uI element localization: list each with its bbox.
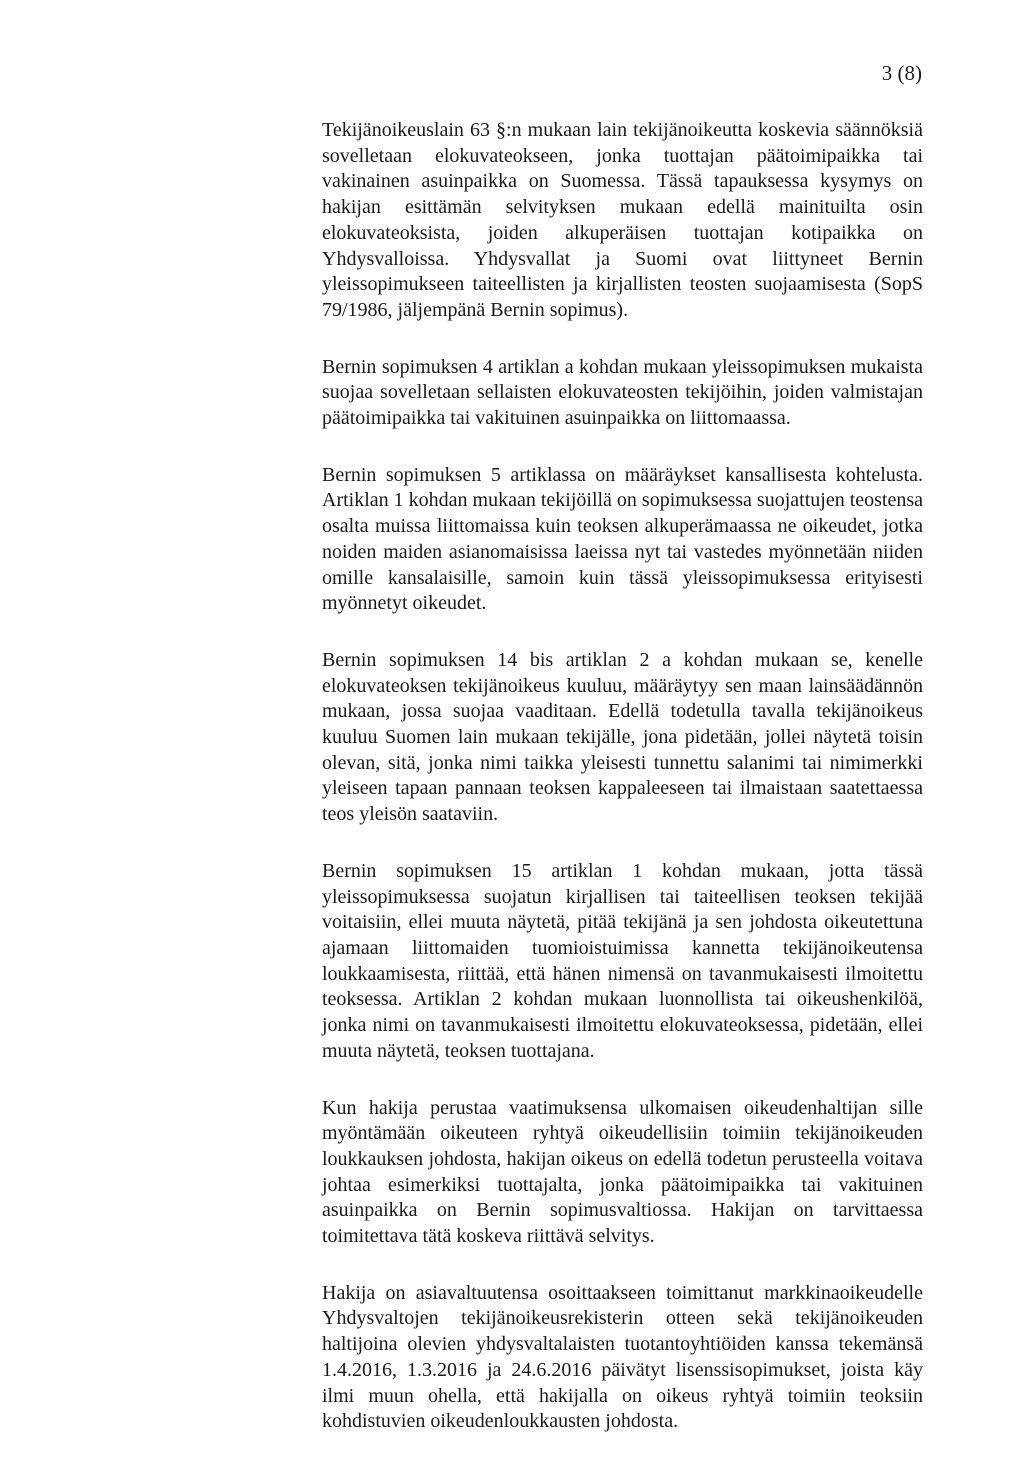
page-number: 3 (8) <box>881 61 922 85</box>
paragraph-berne-article-4: Bernin sopimuksen 4 artiklan a kohdan mukaan yleissopimuksen mukaista suojaa sovelletaan sellaisten elokuvateosten tekijöihin, joiden valmistajan päätoimipaikka tai vakituinen asuinpaikka on liittomaassa. <box>322 355 923 430</box>
paragraph-applicant-claim: Kun hakija perustaa vaatimuksensa ulkomaisen oikeudenhaltijan sille myöntämään oikeuteen ryhtyä oikeudellisiin toimiin tekijänoikeuden loukkauksen johdosta, hakijan oikeus on edellä todetun perusteella voitava johtaa esimerkiksi tuottajalta, jonka päätoimipaikka tai vakituinen asuinpaikka on Bernin sopimusvaltiossa. Hakijan on tarvittaessa toimitettava tätä koskeva riittävä selvitys. <box>322 1096 923 1248</box>
paragraph-berne-article-5: Bernin sopimuksen 5 artiklassa on määräykset kansallisesta kohtelusta. Artiklan 1 kohdan mukaan tekijöillä on sopimuksessa suojattujen teostensa osalta muissa liittomaissa kuin teoksen alkuperämaassa ne oikeudet, jotka noiden maiden asianomaisissa laeissa nyt tai vastedes myönnetään niiden omille kansalaisille, samoin kuin tässä yleissopimuksessa erityisesti myönnetyt oikeudet. <box>322 463 924 615</box>
paragraph-berne-article-15: Bernin sopimuksen 15 artiklan 1 kohdan mukaan, jotta tässä yleissopimuksessa suojatun kirjallisen tai taiteellisen teoksen tekijää voitaisiin, ellei muuta näytetä, pitää tekijänä ja sen johdosta oikeutettuna ajamaan liittomaiden tuomioistuimissa kannetta tekijänoikeutensa loukkaamisesta, riittää, että hänen nimensä on tavanmukaisesti ilmoitettu teoksessa. Artiklan 2 kohdan mukaan luonnollista tai oikeushenkilöä, jonka nimi on tavanmukaisesti ilmoitettu elokuvateoksessa, pidetään, ellei muuta näytetä, teoksen tuottajana. <box>322 859 923 1062</box>
paragraph-copyright-act-63: Tekijänoikeuslain 63 §:n mukaan lain tekijänoikeutta koskevia säännöksiä sovelletaan elokuvateokseen, jonka tuottajan päätoimipaikka tai vakinainen asuinpaikka on Suomessa. Tässä tapauksessa kysymys on hakijan esittämän selvityksen mukaan edellä mainituilta osin elokuvateoksista, joiden alkuperäisen tuottajan kotipaikka on Yhdysvalloissa. Yhdysvallat ja Suomi ovat liittyneet Bernin yleissopimukseen taiteellisten ja kirjallisten teosten suojaamisesta (SopS 79/1986, jäljempänä Bernin sopimus). <box>322 119 923 321</box>
paragraph-berne-article-14bis: Bernin sopimuksen 14 bis artiklan 2 a kohdan mukaan se, kenelle elokuvateoksen tekijänoikeus kuuluu, määräytyy sen maan lainsäädännön mukaan, jossa suojaa vaaditaan. Edellä todetulla tavalla tekijänoikeus kuuluu Suomen lain mukaan tekijälle, jona pidetään, jollei näytetä toisin olevan, sitä, jonka nimi taikka yleisesti tunnettu salanimi tai nimimerkki yleiseen tapaan pannaan teoksen kappaleeseen tai ilmaistaan saatettaessa teos yleisön saataviin. <box>322 648 923 826</box>
paragraph-applicant-evidence: Hakija on asiavaltuutensa osoittaakseen toimittanut markkinaoikeudelle Yhdysvaltojen tekijänoikeusrekisterin otteen sekä tekijänoikeuden haltijoina olevien yhdysvaltalaisten tuotantoyhtiöiden kanssa tekemänsä 1.4.2016, 1.3.2016 ja 24.6.2016 päivätyt lisenssisopimukset, joista käy ilmi muun ohella, että hakijalla on oikeus ryhtyä toimiin teoksiin kohdistuvien oikeudenloukkausten johdosta. <box>322 1281 923 1433</box>
document-body <box>322 118 923 1466</box>
